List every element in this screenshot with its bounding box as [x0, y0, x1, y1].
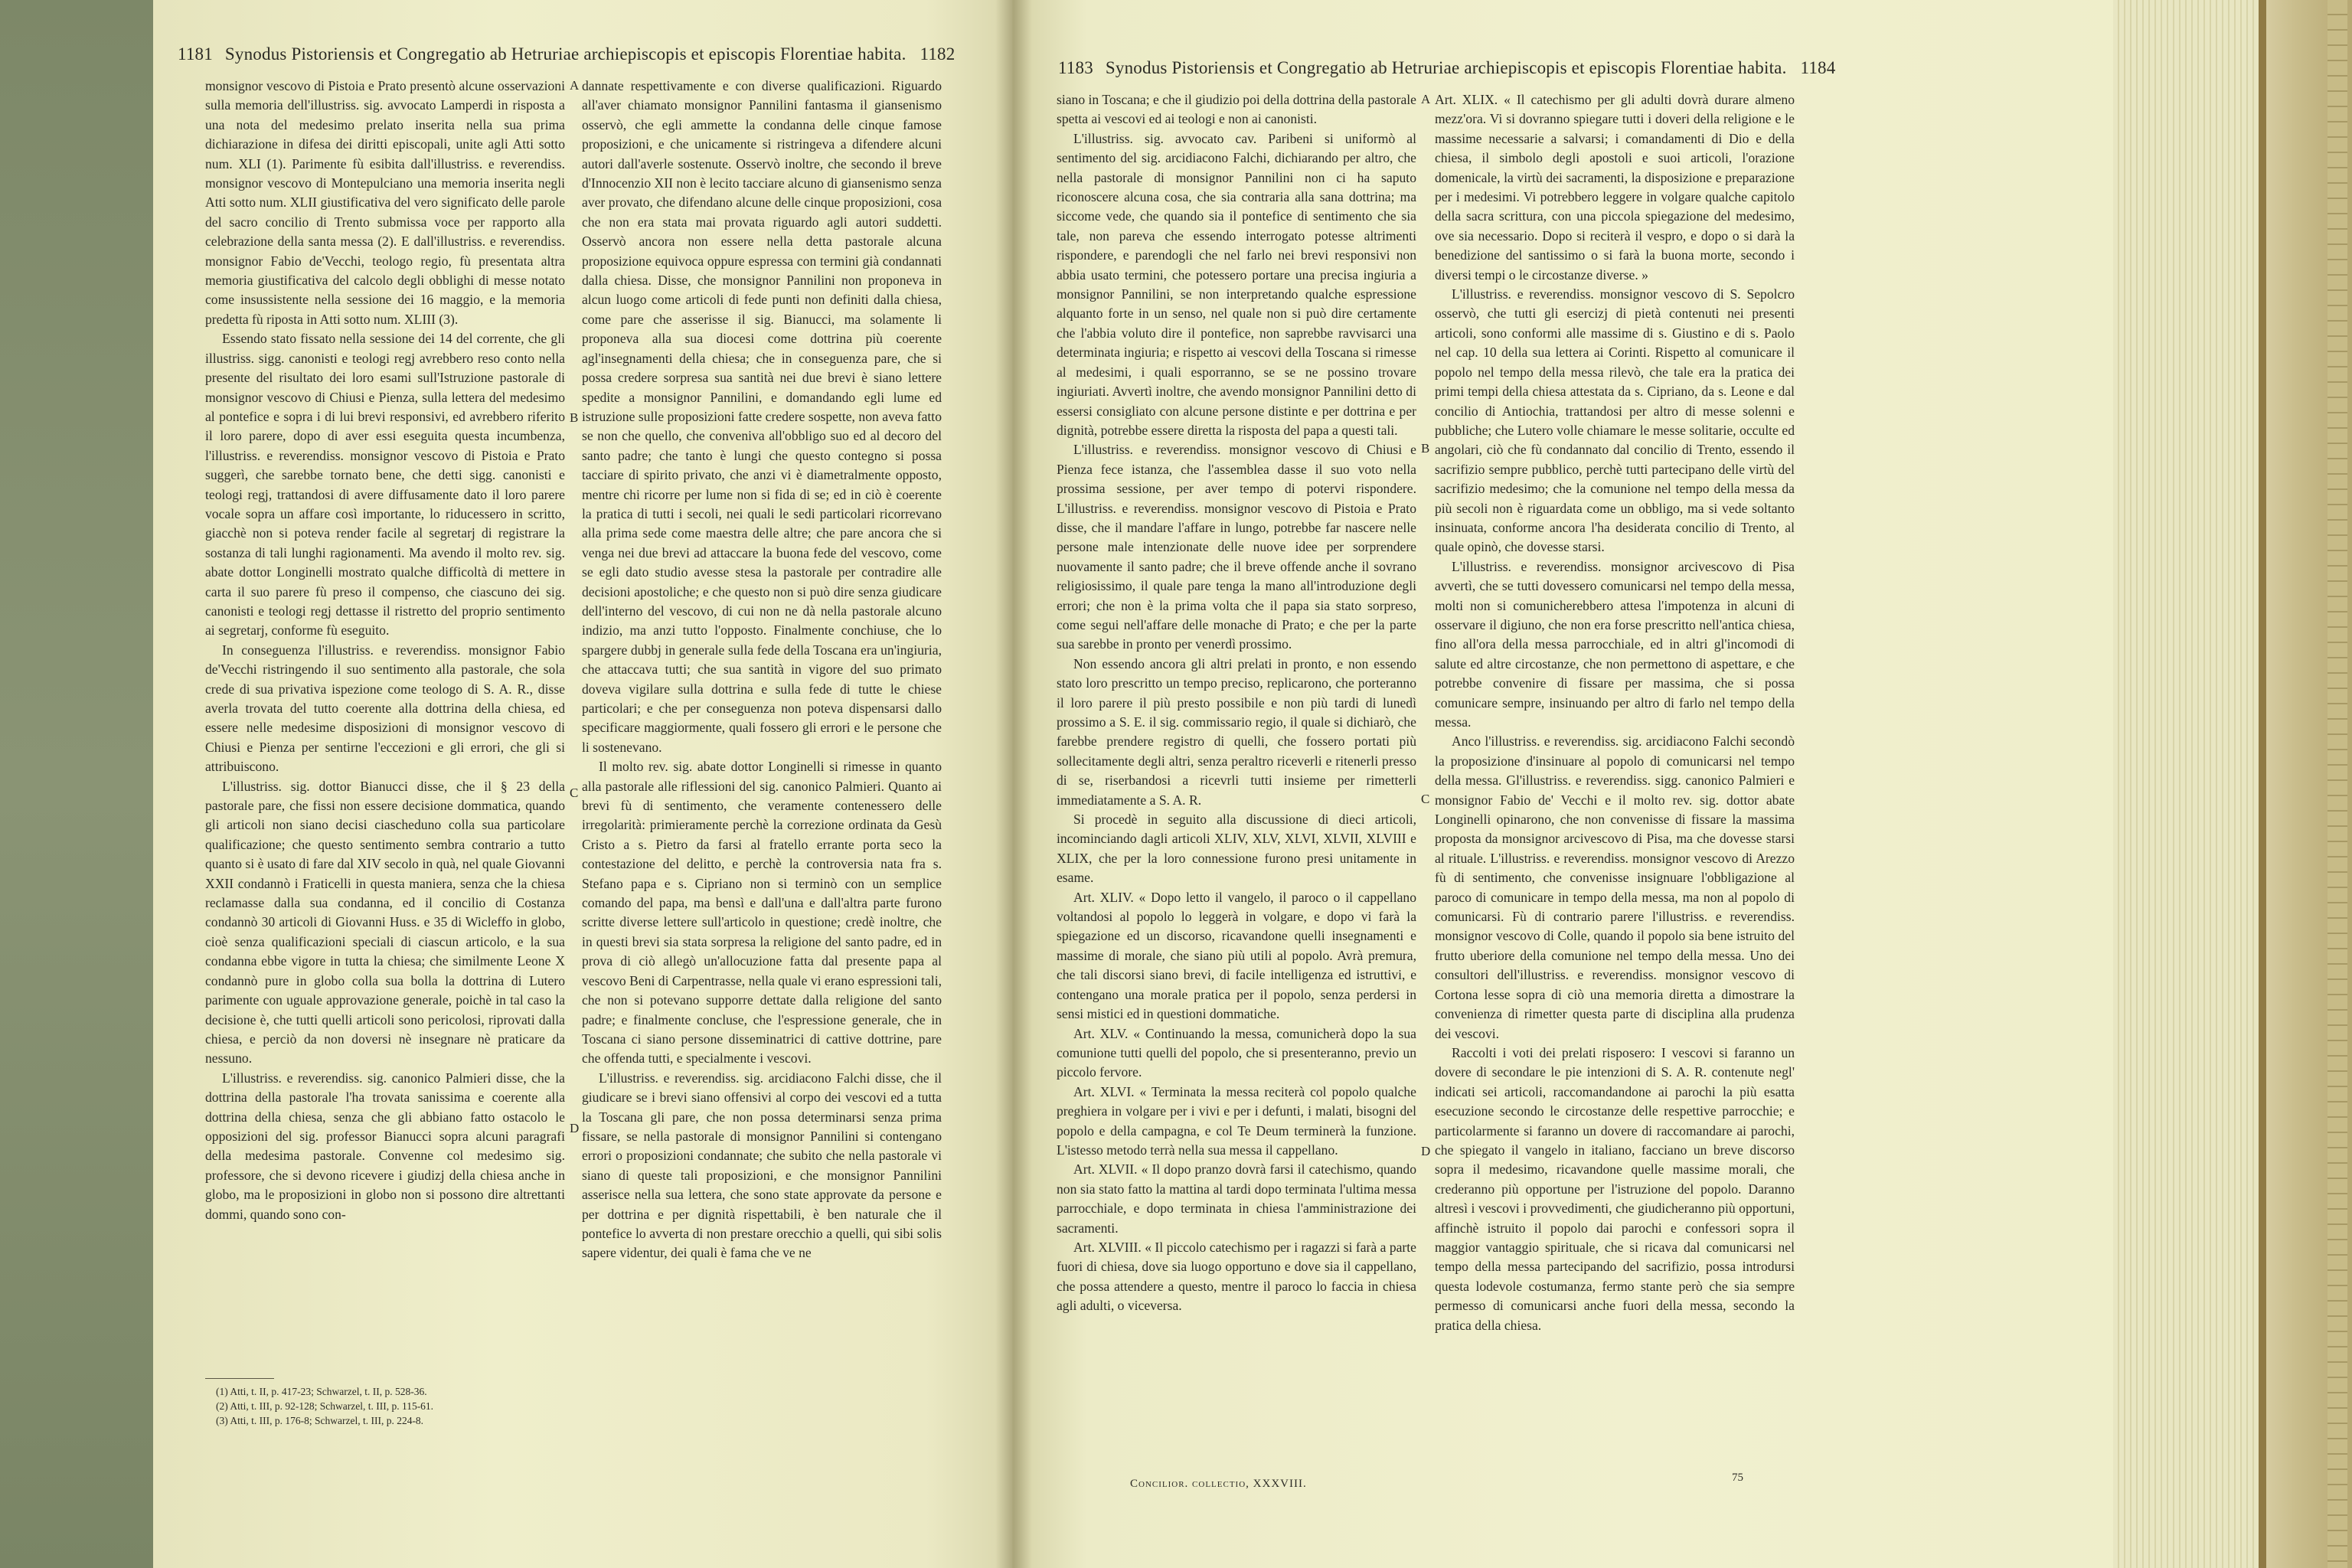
book-gutter [995, 0, 1032, 1568]
left-running-head [178, 44, 955, 64]
margin-letter: D [1421, 1144, 1431, 1158]
running-title: Synodus Pistoriensis et Congregatio ab Hetruriae archiepiscopis et episcopis Florentiae habita. [1105, 58, 1787, 77]
footnote: (3) Atti, t. III, p. 176-8; Schwarzel, t. III, p. 224-8. [216, 1415, 424, 1426]
scan-ruler [2328, 0, 2347, 1568]
right-page-column-1 [1057, 90, 1416, 1468]
footnotes [216, 1384, 560, 1428]
paragraph: L'illustriss. e reverendiss. sig. arcidiacono Falchi disse, che il giudicare se i brevi siano offensivi al corpo dei vescovi ed a tutta la Toscana gli pare, che non possa determinarsi senza prima fissare, se nella pastorale di monsignor Pannilini si contengano errori o proposizioni condannate; che subito che nella pastorale vi siano di queste tali proposizioni, e che monsignor Pannilini asserisce nella sua lettera, che sono state approvate da persone e per dottrina e per dignità rispettabili, è ben naturale che il pontefice lo avverta di non prestare orecchio a quelli, qui sibi solis sapere videntur, dei quali è fama che ve ne [582, 1070, 942, 1261]
paragraph: Raccolti i voti dei prelati risposero: I vescovi si faranno un dovere di secondare le pie intenzioni di S. A. R. contenute negl' indicati sei articoli, raccomandandone ai parochi la più esatta esecuzione secondo le circostanze delle respettive parrocchie; e particolarmente si faranno un dovere di raccomandare ai parochi, che spiegato il vangelo in italiano, facciano un breve discorso sopra il medesimo, ricavandone quelle massime morali, che crederanno più opportune per l'istruzione del popolo. Daranno altresì i vescovi i provvedimenti, che giudicheranno più opportuni, affinchè istruito il popolo dai parochi e confessori sopra il maggior vantaggio spirituale, che si ricava dal comunicarsi nel tempo della messa partecipando del sacrifizio, possa introdursi questa lodevole costumanza, fermo stante però che sia sempre permesso di comunicarsi anche fuori della messa, secondo la pratica della chiesa. [1435, 1044, 1795, 1333]
right-running-head [1058, 58, 1835, 78]
paragraph: In conseguenza l'illustriss. e reverendiss. monsignor Fabio de'Vecchi ristringendo il suo sentimento alla pastorale, che sola crede di sua privativa ispezione come teologo di S. A. R., disse averla trovata del tutto coerente alla dottrina della chiesa, ed essere nelle medesime disposizioni di monsignor vescovo di Chiusi e Pienza per sentirne l'eccezioni e gli errori, che gli si attribuiscono. [205, 642, 565, 775]
paragraph: Essendo stato fissato nella sessione dei 14 del corrente, che gli illustriss. sigg. canonisti e teologi regj avrebbero reso conto nella presente del risultato dei loro esami sull'Istruzione pastorale di monsignor vescovo di Chiusi e Pienza, sulla lettera del medesimo al pontefice e sopra i di lui brevi responsivi, ed avrebbero riferito il loro parere, dopo di aver essi eseguita questa incumbenza, l'illustriss. e reverendiss. monsignor vescovo di Pistoia e Prato suggerì, che sarebbe tornato bene, che detti sigg. canonisti e teologi regj, trattandosi di avere diffusamente dato il loro parere vocale sopra un affare così importante, lo riducessero in scritto, giacchè non si poteva render facile al segretarj di registrare la sostanza di tali lunghi ragionamenti. Ma avendo il molto rev. sig. abate dottor Longinelli mostrato qualche difficoltà di mettere in carta il suo parere fù preso il compenso, che ciascuno dei sig. canonisti e teologi regj dettasse il ristretto del proprio sentimento ai segretarj, conforme fù eseguito. [205, 331, 565, 639]
margin-letter: B [570, 410, 579, 425]
paragraph: dannate respettivamente e con diverse qualificazioni. Riguardo all'aver chiamato monsignor Pannilini fantasma il giansenismo osservò, che egli ammette la condanna delle cinque famose proposizioni, e che unicamente si ristringeva a difendere alcuni autori dall'averle sostenute. Osservò inoltre, che secondo il breve d'Innocenzio XII non è lecito tacciare alcuno di giansenismo senza aver provato, che difendano alcune delle cinque proposizioni, cosa che non era stata mai provata riguardo agli autori suddetti. Osservò ancora non essere nella detta pastorale alcuna proposizione equivoca oppure espressa con termini già condannati dalla chiesa. Disse, che monsignor Pannilini non proponeva in alcun luogo come articoli di fede punti non definiti dalla chiesa, come pare che asserisse il sig. Bianucci, ma solamente li proponeva alla sua diocesi come dottrina più coerente agl'insegnamenti della chiesa; che in conseguenza pare, che si possa credere sorpresa sua santità nei due brevi è siano lettere spedite a monsignor Pannilini, e domandando egli lume ed istruzione sulle proposizioni fatte credere sospette, non aveva fatto se non che quello, che conveniva all'obbligo suo ed al decoro del santo padre; che tanto è lungi che questo contegno si possa tacciare di spirito privato, che anzi vi è diametralmente opposto, mentre chi ricorre per lume non si fida di se; ed in ciò è coerente la pratica di tutti i secoli, nei quali le sedi particolari ricorrevano alla prima sede come maestra delle altre; che pare ancora che si venga nei due brevi ad attaccare la buona fede del vescovo, come se egli dato studio avesse stesa la pastorale per contradire alle decisioni apostoliche; e che questo non si può dire senza giudicare dell'interno del vescovo, di cui non ne dà nella pastorale alcuno indizio, ma anzi tutto l'opposto. Finalmente conchiuse, che lo spargere dubbj in generale sulla fede della Toscana era un'ingiuria, che attaccava tutti; che sua santità in vigore del suo primato doveva vigilare sulla dottrina e sulla fede di tutte le chiese particolari; e che per conseguenza non poteva dispensarsi dallo specificare maggiormente, quali fossero gli errori e le persone che li sostenevano. [582, 78, 942, 755]
left-page-column-1 [205, 77, 565, 1378]
margin-letter: A [1421, 92, 1431, 106]
margin-letter: C [1421, 792, 1430, 806]
paragraph: Il molto rev. sig. abate dottor Longinelli si rimesse in quanto alla pastorale alle riflessioni del sig. canonico Palmieri. Quanto ai brevi fù di sentimento, che veramente contenessero delle irregolarità: primieramente perchè la correzione ordinata da Gesù Cristo a s. Pietro da farsi al fratello errante porta seco la contestazione del delitto, e perchè la controversia nata fra s. Stefano papa e s. Cipriano non si terminò con un semplice comando del papa, ma bensì e dall'una e dall'altra parte furono scritte diverse lettere sull'articolo in questione; credè inoltre, che in questi brevi sia stata sorpresa la religione del santo padre, ed in prova di ciò allegò un'allocuzione fatta dal presente papa al vescovo Beni di Carpentrasse, nella quale vi erano espressioni tali, che non si potevano supporre dettate dalla religione del santo padre; e finalmente concluse, che l'espressione generale, che in Toscana ci siano persone disseminatrici di cattive dottrine, pare che offenda tutti, e specialmente i vescovi. [582, 759, 942, 1067]
paragraph: siano in Toscana; e che il giudizio poi della dottrina della pastorale spetta ai vescovi ed ai teologi e non ai canonisti. [1057, 92, 1416, 127]
page-number: 1182 [920, 44, 956, 64]
paragraph: L'illustriss. e reverendiss. monsignor arcivescovo di Pisa avvertì, che se tutti dovessero comunicarsi nel tempo della messa, molti non si comunicherebbero attesa l'impotenza in alcuni di osservare il digiuno, che non era forse prescritto nell'antica chiesa, fino all'ora della messa parrocchiale, ed in altri gl'incomodi di salute ed altre circostanze, che non permettono di aspettare, e che potrebbe convenire di fissare per massima, che si possa comunicare sempre, insinuando per altro di farlo nel tempo della messa. [1435, 558, 1795, 730]
paragraph: L'illustriss. e reverendiss. sig. canonico Palmieri disse, che la dottrina della pastorale l'ha trovata sanissima e coerente alla dottrina della chiesa, senza che gli abbiano fatto ostacolo le opposizioni del sig. professor Bianucci sopra alcuni paragrafi della medesima pastorale. Convenne col medesimo sig. professore, che si devono ricevere i giudizj della chiesa anche in globo, ma le proposizioni in globo non si possono dire altrettanti dommi, quando sono con- [205, 1070, 565, 1222]
footnote: (1) Atti, t. II, p. 417-23; Schwarzel, t. II, p. 528-36. [216, 1386, 427, 1397]
paragraph: L'illustriss. e reverendiss. monsignor vescovo di S. Sepolcro osservò, che tutti gli esercizj di pietà contenuti nei presenti articoli, sono conformi alle massime di s. Giustino e di s. Paolo nel cap. 10 della sua lettera ai Corinti. Rispetto al comunicare il popolo nel tempo della messa rilevò, che tale era la pratica dei primi tempi della chiesa attestata da s. Cipriano, da s. Leone e dal concilio di Antiochia, trattandosi per altro di messe solenni e pubbliche; che Lutero volle chiamare le messe solitarie, occulte ed angolari, ciò che fù condannato dal concilio di Trento, essendo il sacrifizio sempre pubblico, perchè tutti partecipano delle virtù del sacrifizio medesimo; che la comunione nel tempo della messa da più secoli non è riguardata come un obbligo, ma si vede soltanto insinuata, conforme ancora l'ha desiderata concilio di Trento, al quale opinò, che dovesse starsi. [1435, 286, 1795, 555]
margin-letter: B [1421, 441, 1430, 456]
folio-number: 75 [1732, 1472, 1743, 1484]
paragraph: Art. XLVII. « Il dopo pranzo dovrà farsi il catechismo, quando non sia stato fatto la mattina al tardi dopo terminata l'ultima messa parrocchiale, e dopo terminata in chiesa l'amministrazione dei sacramenti. [1057, 1161, 1416, 1236]
page-number: 1183 [1058, 58, 1093, 77]
paragraph: Art. XLV. « Continuando la messa, comunicherà dopo la sua comunione tutti quelli del popolo, che si presenteranno, previo un piccolo fervore. [1057, 1025, 1416, 1080]
paragraph: L'illustriss. sig. avvocato cav. Paribeni si uniformò al sentimento del sig. arcidiacono Falchi, dichiarando per altro, che nella pastorale di monsignor Pannilini non ci ha saputo riconoscere alcuna cosa, che sia contraria alla sana dottrina; ma siccome vede, che quando sia il pontefice di sentimento che sia tale, non pareva che essendo interrogato potesse altrimenti rispondere, e parendogli che nel farlo nei brevi responsivi non abbia usato termini, che potessero portare una precisa ingiuria a monsignor Pannilini, se non interpretando qualche espressione alquanto forte in un senso, nel quale non si può dire certamente che l'abbia voluto dire il pontefice, non saprebbe ravvisarci una determinata ingiuria; e rispetto ai vescovi della Toscana si rimesse al medesimi, i quali esporranno, se se ne possino trovare ingiuriati. Avvertì inoltre, che avendo monsignor Pannilini detto di essersi consigliato con alcune persone distinte e per dottrina e per dignità, potrebbe essere diretta la risposta del papa a questi tali. [1057, 130, 1416, 438]
paragraph: Art. XLVIII. « Il piccolo catechismo per i ragazzi si farà a parte fuori di chiesa, dove sia luogo opportuno e dove sia il cappellano, che possa attendere a questo, mentre il paroco lo faccia in chiesa agli adulti, o viceversa. [1057, 1239, 1416, 1314]
page-number: 1184 [1800, 58, 1836, 77]
paragraph: monsignor vescovo di Pistoia e Prato presentò alcune osservazioni sulla memoria dell'illustriss. sig. avvocato Lamperdi in risposta a una nota del medesimo prelato inserita nella sua prima dichiarazione in difesa dei diritti episcopali, unite agli Atti sotto num. XLI (1). Parimente fù esibita dall'illustriss. e reverendiss. monsignor vescovo di Montepulciano una memoria inserita negli Atti sotto num. XLII giustificativa del vero significato delle parole del sacro concilio di Trento submissa voce per rapporto alla celebrazione della santa messa (2). E dall'illustriss. e reverendiss. monsignor Fabio de'Vecchi, teologo regio, fù presentata altra memoria giustificativa del calcolo degli obblighi di messe notato come insussistente nella sessione dei 16 maggio, e la memoria predetta fù riposta in Atti sotto num. XLIII (3). [205, 78, 565, 327]
page-edges [2113, 0, 2259, 1568]
margin-letter: A [570, 78, 580, 93]
paragraph: Anco l'illustriss. e reverendiss. sig. arcidiacono Falchi secondò la proposizione d'insinuare al popolo di comunicarsi nel tempo della messa. Gl'illustriss. e reverendiss. sigg. canonico Palmieri e monsignor Fabio de' Vecchi e il molto rev. sig. dottor abate Longinelli opinarono, che non convenisse di fissare la massima proposta da monsignor arcivescovo di Pisa, ma che dovesse starsi al rituale. L'illustriss. e reverendiss. monsignor vescovo di Arezzo fù di sentimento, che convenisse insignuare l'obbligazione al paroco di comunicare in tempo della messa, ma non al popolo di comunicarsi. Fù di contrario parere l'illustriss. e reverendiss. monsignor vescovo di Colle, quando il popolo sia bene istruito del frutto uberiore della comunione nel tempo della messa. Uno dei consultori dell'illustriss. e reverendiss. monsignor vescovo di Cortona lesse sopra di ciò una memoria diretta a dimostrare la convenienza di rimetter questa parte di disciplina alla prudenza dei vescovi. [1435, 733, 1795, 1041]
footnote: (2) Atti, t. III, p. 92-128; Schwarzel, t. III, p. 115-61. [216, 1400, 434, 1412]
cover-edge [2259, 0, 2266, 1568]
footnote-rule [205, 1378, 274, 1379]
margin-letter: D [570, 1121, 580, 1135]
paragraph: L'illustriss. sig. dottor Bianucci disse, che il § 23 della pastorale pare, che fissi non essere decisione dommatica, quando gli articoli non siano decisi ciascheduno colla sua particolare qualificazione; che questo sentimento sembra contrario a tutto quanto si è usato di fare dal XIV secolo in quà, nel quale Giovanni XXII condannò i Fraticelli in questa maniera, senza che la chiesa reclamasse dalla sua condanna, ed il concilio di Costanza condannò 30 articoli di Giovanni Huss. e 35 di Wicleffo in globo, cioè senza qualificazioni speciali di ciascun articolo, e la sua condanna ebbe vigore in tutta la chiesa; che similmente Leone X condannò pure in globo colla sua bolla la dottrina di Lutero parimente con uguale approvazione generale, poichè in tal caso la decisione è, che tutti quelli articoli sono pericolosi, riprovati dalla chiesa, e perciò da non doversi nè insegnare nè praticare da nessuno. [205, 778, 565, 1067]
paragraph: L'illustriss. e reverendiss. monsignor vescovo di Chiusi e Pienza fece istanza, che l'assemblea dasse il suo voto nella prossima sessione, per aver tempo di potervi rispondere. L'illustriss. e reverendiss. monsignor vescovo di Pistoia e Prato disse, che il mandare l'affare in lungo, potrebbe far nascere nelle persone male intenzionate delle nuove idee per sorprendere nuovamente il santo padre; che il breve offende anche il sovrano religiosissimo, il quale pare tenga la mano all'introduzione degli errori; che non è la prima volta che il papa sia stato sorpreso, come segui nell'affare delle monache di Prato; e che per la parte sua sarebbe in pronto per venerdì prossimo. [1057, 442, 1416, 652]
margin-letter: C [570, 786, 579, 800]
page-number: 1181 [178, 44, 213, 64]
signature-mark: Concilior. collectio, XXXVIII. [1130, 1478, 1307, 1490]
paragraph: Art. XLIV. « Dopo letto il vangelo, il paroco o il cappellano voltandosi al popolo lo leggerà in volgare, e dopo vi farà la spiegazione ed un discorso, ricavandone quelli insegnamenti e massime di morale, che siano più utili al popolo. Avrà premura, che tali discorsi siano brevi, di facile intelligenza ed istruttivi, e contengano una morale pratica per il popolo, senza perdersi in sensi mistici ed in questioni dommatiche. [1057, 889, 1416, 1022]
right-page-column-2 [1435, 90, 1795, 1468]
paragraph: Art. XLVI. « Terminata la messa reciterà col popolo qualche preghiera in volgare per i vivi e per i defunti, i malati, bisogni del popolo e della campagna, e col Te Deum terminerà la funzione. L'istesso metodo terrà nella sua messa il cappellano. [1057, 1083, 1416, 1158]
paragraph: Non essendo ancora gli altri prelati in pronto, e non essendo stato loro prescritto un tempo preciso, replicarono, che porteranno il loro parere il più presto possibile e non più tardi di lunedì prossimo a S. E. il sig. commissario regio, il quale si dichiarò, che farebbe prendere registro di quelli, che fossero portati più sollecitamente degli altri, senza peraltro riceverli e ritenerli presso di se, riserbandosi a ricevrli tutti insieme per rimetterli immediatamente a S. A. R. [1057, 655, 1416, 808]
paragraph: Si procedè in seguito alla discussione di dieci articoli, incominciando dagli articoli XLIV, XLV, XLVI, XLVII, XLVIII e XLIX, che per la loro connessione furono presi unitamente in esame. [1057, 812, 1416, 886]
running-title: Synodus Pistoriensis et Congregatio ab Hetruriae archiepiscopis et episcopis Florentiae habita. [224, 44, 906, 64]
left-page-column-2 [582, 77, 942, 1539]
paragraph: Art. XLIX. « Il catechismo per gli adulti dovrà durare almeno mezz'ora. Vi si dovranno spiegare tutti i doveri della religione e le massime necessarie a salvarsi; i comandamenti di Dio e della chiesa, il simbolo degli apostoli e suoi articoli, l'orazione domenicale, la virtù dei sacramenti, la disposizione e preparazione per i medesimi. Vi potrebbero leggere in volgare qualche capitolo della sacra scrittura, con una piccola spiegazione del medesimo, ove sia necessario. Dopo si reciterà il vespro, e dopo o si darà la benedizione del santissimo o si farà la buona morte, secondo i diversi tempi o le circostanze diverse. » [1435, 92, 1795, 283]
